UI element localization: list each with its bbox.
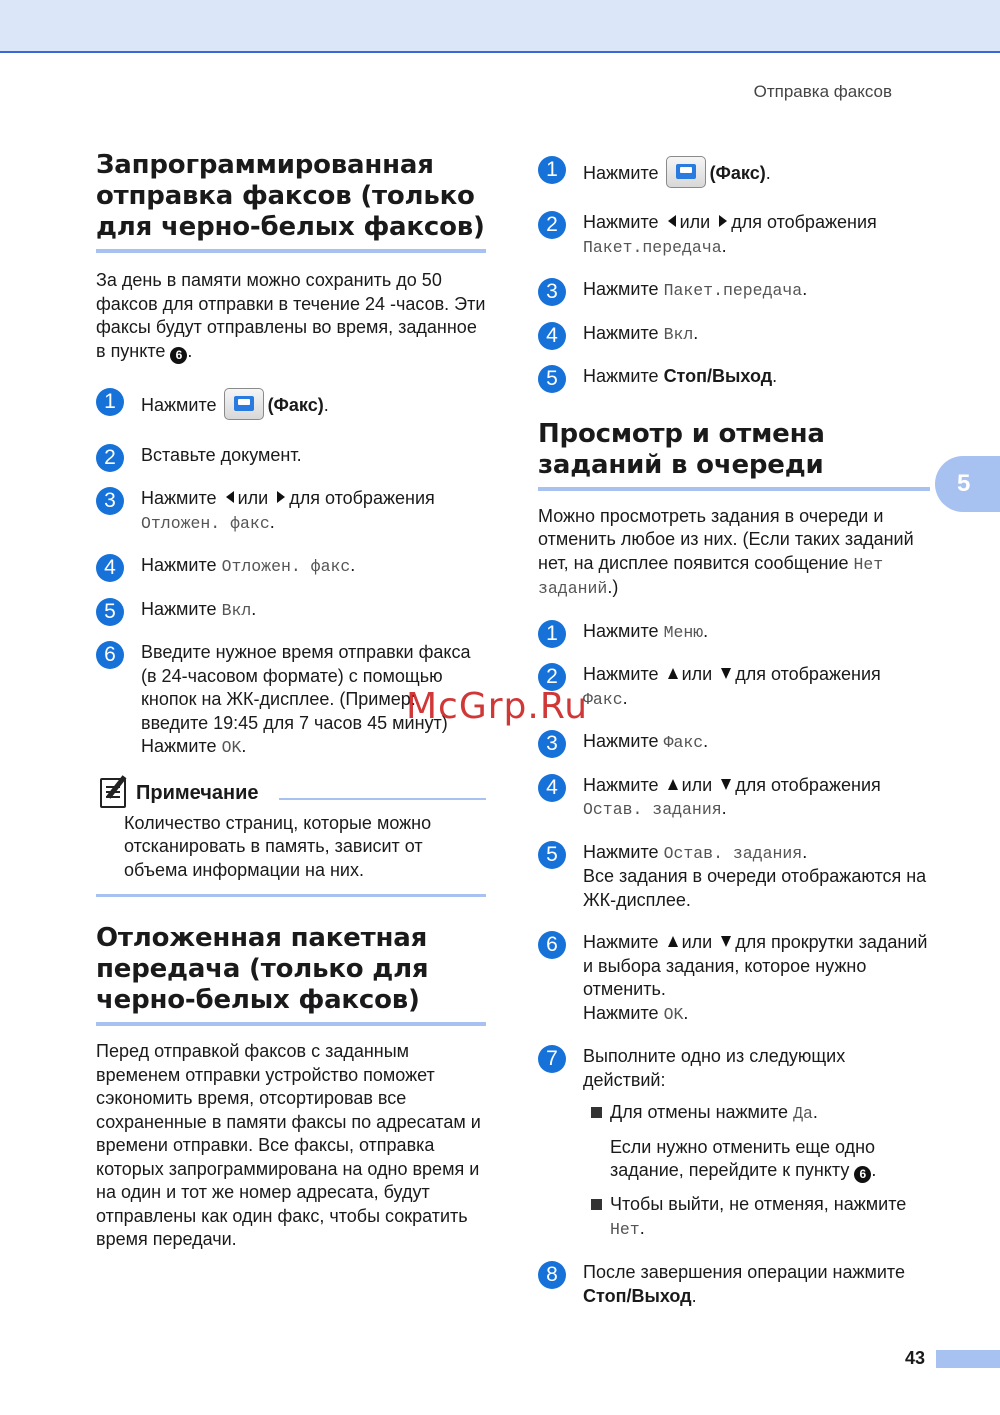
section-title-scheduled-fax: Запрограммированная отправка факсов (только для черно-белых факсов) xyxy=(96,150,486,253)
step-2: 2 Вставьте документ. xyxy=(96,444,486,468)
queue-step-6: 6 Нажмите или для прокрутки заданий и выбора задания, которое нужно отменить. Нажмите OK. xyxy=(538,931,930,1026)
section-title-batch-tx: Отложенная пакетная передача (только для черно-белых факсов) xyxy=(96,923,486,1026)
right-arrow-icon xyxy=(719,215,727,227)
step-5: 5 Нажмите Вкл. xyxy=(96,598,486,623)
queue-step-7: 7 Выполните одно из следующих действий: Для отмены нажмите Да. Если нужно отменить еще одно задание, перейдите к пункту 6 . Чтобы выйти, не отменяя, нажмите Нет. xyxy=(538,1045,930,1241)
up-arrow-icon xyxy=(668,779,678,790)
step-number: 3 xyxy=(538,278,566,306)
step-number: 3 xyxy=(96,487,124,515)
queue-step-2: 2 Нажмите или для отображения Факс. xyxy=(538,663,930,711)
scheduled-fax-intro: За день в памяти можно сохранить до 50 факсов для отправки в течение 24 -часов. Эти факсы будут отправлены во время, заданное в пункте 6 . xyxy=(96,270,486,362)
step-number: 6 xyxy=(96,641,124,669)
batch-step-1: 1 Нажмите (Факс). xyxy=(538,156,930,188)
step-number: 5 xyxy=(96,598,124,626)
step-ref-badge: 6 xyxy=(854,1166,871,1183)
step-number: 5 xyxy=(538,841,566,869)
right-column xyxy=(538,156,930,1308)
batch-step-3: 3 Нажмите Пакет.передача. xyxy=(538,278,930,303)
bullet-square-icon xyxy=(591,1199,602,1210)
step-number: 1 xyxy=(538,620,566,648)
top-color-band xyxy=(0,0,1000,53)
step-number: 2 xyxy=(538,211,566,239)
queue-step-3: 3 Нажмите Факс. xyxy=(538,730,930,755)
note-title: Примечание xyxy=(136,781,259,804)
batch-tx-intro: Перед отправкой факсов с заданным временем отправки устройство поможет сэкономить время, отсортировав все сохраненные в памяти факсы по адресатам и времени отправки. Все факсы, отправка которых запрограммирована на одно время и на один и тот же номер адресата, будут отправлены как один факс, чтобы сократить время передачи. xyxy=(96,1041,481,1249)
down-arrow-icon xyxy=(721,668,731,679)
fax-key-icon xyxy=(224,388,264,420)
batch-step-4: 4 Нажмите Вкл. xyxy=(538,322,930,347)
page-number: 43 xyxy=(905,1348,926,1368)
batch-step-5: 5 Нажмите Стоп/Выход. xyxy=(538,365,930,389)
up-arrow-icon xyxy=(668,668,678,679)
step-number: 4 xyxy=(538,774,566,802)
job-queue-intro: Можно просмотреть задания в очереди и отменить любое из них. (Если таких заданий нет, на дисплее появится сообщение Нет заданий.) xyxy=(538,505,914,598)
option-cancel: Для отмены нажмите Да. Если нужно отменить еще одно задание, перейдите к пункту 6 . xyxy=(583,1101,930,1183)
step-3: 3 Нажмите или для отображения Отложен. факс. xyxy=(96,487,486,535)
down-arrow-icon xyxy=(721,936,731,947)
step-1: 1 Нажмите (Факс). xyxy=(96,388,486,420)
step-ref-badge: 6 xyxy=(170,347,187,364)
queue-step-1: 1 Нажмите Меню. xyxy=(538,620,930,645)
fax-key-icon xyxy=(666,156,706,188)
up-arrow-icon xyxy=(668,936,678,947)
queue-step-8: 8 После завершения операции нажмите Стоп/Выход. xyxy=(538,1261,930,1308)
step-4: 4 Нажмите Отложен. факс. xyxy=(96,554,486,579)
note-body: Количество страниц, которые можно отсканировать в память, зависит от объема информации на них. xyxy=(124,812,432,880)
step-number: 4 xyxy=(96,554,124,582)
right-arrow-icon xyxy=(277,491,285,503)
step-number: 2 xyxy=(538,663,566,691)
step-number: 2 xyxy=(96,444,124,472)
step-number: 1 xyxy=(538,156,566,184)
note-box xyxy=(96,778,486,898)
step-number: 4 xyxy=(538,322,566,350)
left-arrow-icon xyxy=(226,491,234,503)
left-arrow-icon xyxy=(668,215,676,227)
down-arrow-icon xyxy=(721,779,731,790)
queue-step-5: 5 Нажмите Остав. задания. Все задания в очереди отображаются на ЖК-дисплее. xyxy=(538,841,930,913)
watermark: McGrp.Ru xyxy=(406,686,589,727)
running-header: Отправка факсов xyxy=(753,82,892,101)
page-number-bar xyxy=(936,1350,1000,1368)
step-number: 3 xyxy=(538,730,566,758)
step-number: 1 xyxy=(96,388,124,416)
step-number: 8 xyxy=(538,1261,566,1289)
batch-step-2: 2 Нажмите или для отображения Пакет.передача. xyxy=(538,211,930,259)
section-title-job-queue: Просмотр и отмена заданий в очереди xyxy=(538,419,930,491)
step-number: 7 xyxy=(538,1045,566,1073)
chapter-tab[interactable]: 5 xyxy=(935,456,1000,512)
step-number: 6 xyxy=(538,931,566,959)
note-pencil-icon xyxy=(100,778,126,808)
queue-step-4: 4 Нажмите или для отображения Остав. задания. xyxy=(538,774,930,822)
bullet-square-icon xyxy=(591,1107,602,1118)
step-number: 5 xyxy=(538,365,566,393)
option-exit: Чтобы выйти, не отменяя, нажмите Нет. xyxy=(583,1193,930,1241)
step-6: 6 Введите нужное время отправки факса (в 24-часовом формате) с помощью кнопок на ЖК-дисплее. (Пример: введите 19:45 для 7 часов 45 минут) Нажмите OK. xyxy=(96,641,486,760)
